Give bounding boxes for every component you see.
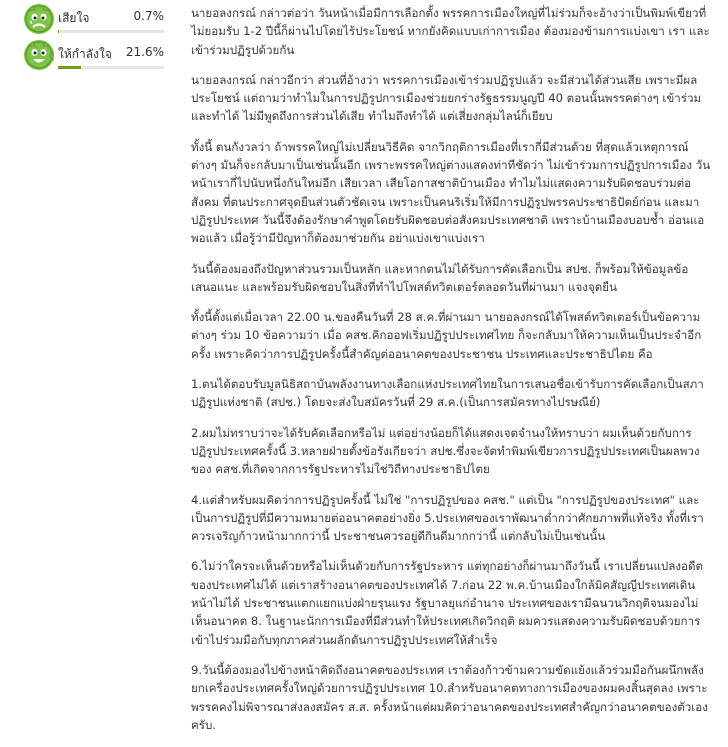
article-paragraph: 2.ผมไม่ทราบว่าจะได้รับคัดเลือกหรือไม่ แต่อย่างน้อยก็ได้แสดงเจตจำนงให้ทราบว่า ผมเห็นด้วยกับการปฏิรูปประเทศครั้งนี้ 3.หลายฝ่ายตั้งข้อรังเกียจว่า สปช.ซึ่งจะจัดทำพิมพ์เขียวการปฏิรูปประเทศเป็นผลพวงของ คสช.ที่เกิดจากการรัฐประหารไม่ใช่วิถีทางประชาธิปไตย [191,425,700,477]
mood-label: เสียใจ [58,11,90,25]
article-paragraph: 4.แต่สำหรับผมคิดว่าการปฏิรูปครั้งนี้ ไม่ใช่ "การปฏิรูปของ คสช." แต่เป็น "การปฏิรูปของประเทศ" และเป็นการปฏิรูปที่มีความหมายต่ออนาคตอย่างยิ่ง 5.ประเทศของเราพัฒนาต่ำกว่าศักยภาพที่แท้จริง ทั้งที่เรา ควรเจริญก้าวหน้ามากกว่านี้ ประชาชนควรอยู่ดีกินดีมากกว่านี้ แต่กลับไม่เป็นเช่นนั้น [191,492,704,544]
article-paragraph: นายอลงกรณ์ กล่าวต่อว่า วันหน้าเมื่อมีการเลือกตั้ง พรรคการเมืองใหญ่ที่ไม่ร่วมก็จะอ้างว่าเป็นพิมพ์เขียวที่ไม่ยอมรับ 1-2 ปีนี้ก็ผ่านไปโดยไร้ประโยชน์ หากยังคิดแบบเก่าการเมือง ต้องมองข้ามการแบ่งเขา เรา และเข้าร่วมปฏิรูปด้วยกัน [191,6,710,57]
article-paragraph: วันนี้ต้องมองถึงปัญหาส่วนรวมเป็นหลัก และหากตนไม่ได้รับการคัดเลือกเป็น สปช. ก็พร้อมให้ข้อมูลข้อเสนอแนะ และพร้อมรับผิดชอบในสิ่งที่ทำไปโพสต์ทวิตเตอร์ตลอดวันที่ผ่านมา แจงจุดยืน [191,261,689,294]
article-paragraph: ทั้งนี้ตั้งแต่เมื่อเวลา 22.00 น.ของคืนวันที่ 28 ส.ค.ที่ผ่านมา นายอลงกรณ์ได้โพสต์ทวิตเตอร์เป็นข้อความต่างๆ ร่วม 10 ข้อความว่า เมื่อ คสช.คิกออฟเริ่มปฏิรูปประเทศไทย ก็จะกลับมาให้ความเห็นเป็นประจำอีกครั้ง เพราะคิดว่าการปฏิรูปครั้งนี้สำคัญต่ออนาคตของประชาชน ประเทศและประชาธิปไตย คือ [191,310,702,361]
article-paragraph: 9.วันนี้ต้องมองไปข้างหน้าคิดถึงอนาคตของประเทศ เราต้องก้าวข้ามความขัดแย้งแล้วร่วมมือกันผนึกพลังยกเครื่องประเทศครั้งใหญ่ด้วยการปฏิรูปประเทศ 10.สำหรับอนาคตทางการเมืองของผมคงสิ้นสุดลง เพราะพรรคคงไม่พิจารณาส่งลงสมัคร ส.ส. ครั้งหน้าแต่ผมคิดว่าอนาคตของประเทศสำคัญกว่าอนาคตของตัวเองครับ. [191,662,708,732]
mood-bar-fill [58,66,81,69]
mood-bar [58,30,164,33]
mood-bar [58,66,164,69]
article-body [191,4,713,746]
sad-face-icon [24,4,54,34]
mood-row-sad[interactable] [0,6,172,36]
mood-row-cheer[interactable] [0,42,172,72]
article-paragraph: 1.ตนได้ตอบรับมูลนิธิสถาบันพลังงานทางเลือกแห่งประเทศไทยในการเสนอชื่อเข้ารับการคัดเลือกเป็นสภาปฏิรูปแห่งชาติ (สปช.) โดยจะส่งใบสมัครวันที่ 29 ส.ค.(เป็นการสมัครทางไปรษณีย์) [191,377,704,410]
mood-bar-fill [58,30,59,33]
mood-panel [0,0,172,72]
mood-percent: 0.7% [133,9,164,23]
article-paragraph: ทั้งนี้ ตนกังวลว่า ถ้าพรรคใหญ่ไม่เปลี่ยนวิธีคิด จากวิกฤติการเมืองที่เรากี่มีส่วนด้วย ที่สุดแล้วเหตุการณ์ต่างๆ มันก็จะกลับมาเป็นเช่นนั้นอีก เพราะพรรคใหญ่ต่างแสดงท่าทีชัดว่า ไม่เข้าร่วมการปฏิรูปการเมือง วันหน้าเรากี่ไปนับหนึ่งกันใหม่อีก เสียเวลา เสียโอกาสชาติบ้านเมือง ทำไมไม่แสดงความรับผิดชอบร่วมต่อสังคม ที่ตนประกาศจุดยืนส่วนตัวชัดเจน เพราะเป็นคนริเริ่มให้มีการปฏิรูปพรรคประชาธิปัตย์ก่อน และมาปฏิรูปประเทศ วันนี้จึงต้องรักษาคำพูดโดยรับผิดชอบต่อสังคมประเทศชาติ เพราะบ้านเมืองบอบช้ำ อ่อนแอพอแล้ว เมื่อรู้ว่ามีปัญหาก็ต้องมาช่วยกัน อย่าแบ่งเขาแบ่งเรา [191,139,711,246]
article-paragraph: 6.ไม่ว่าใครจะเห็นด้วยหรือไม่เห็นด้วยกับการรัฐประหาร แต่ทุกอย่างก็ผ่านมาถึงวันนี้ เราเปลี่ยนแปลงอดีตของประเทศไม่ได้ แต่เราสร้างอนาคตของประเทศได้ 7.ก่อน 22 พ.ค.บ้านเมืองใกล้มิคสัญญีประเทศเดินหน้าไม่ได้ ประชาชนแตกแยกแบ่งฝ่ายรุนแรง รัฐบาลยุแก่อำนาจ ประเทศของเรามีฉนวนวิกฤติจนมองไม่เห็นอนาคต 8. ในฐานะนักการเมืองที่มีส่วนทำให้ประเทศเกิดวิกฤติ ผมควรแสดงความรับผิดชอบด้วยการเข้าไปร่วมมือกับทุกภาคส่วนผลักดันการปฏิรูปประเทศให้สำเร็จ [191,559,704,647]
article-paragraph: นายอลงกรณ์ กล่าวอีกว่า ส่วนที่อ้างว่า พรรคการเมืองเข้าร่วมปฏิรูปแล้ว จะมีส่วนได้ส่วนเสีย เพราะมีผลประโยชน์ แต่ถามว่าทำไมในการปฏิรูปการเมืองช่วยยกร่างรัฐธรรมนูญปี 40 ตอนนั้นพรรคต่างๆ เข้าร่วม และทำได้ ไม่มีพูดถึงการส่วนได้เสีย ทำไมถึงทำได้ แต่เสี่ยงกลุ่มไลน์ก็เยียบ [191,72,702,124]
mood-percent: 21.6% [125,45,164,59]
mood-label: ให้กำลังใจ [58,47,112,61]
cheer-face-icon [24,40,54,70]
